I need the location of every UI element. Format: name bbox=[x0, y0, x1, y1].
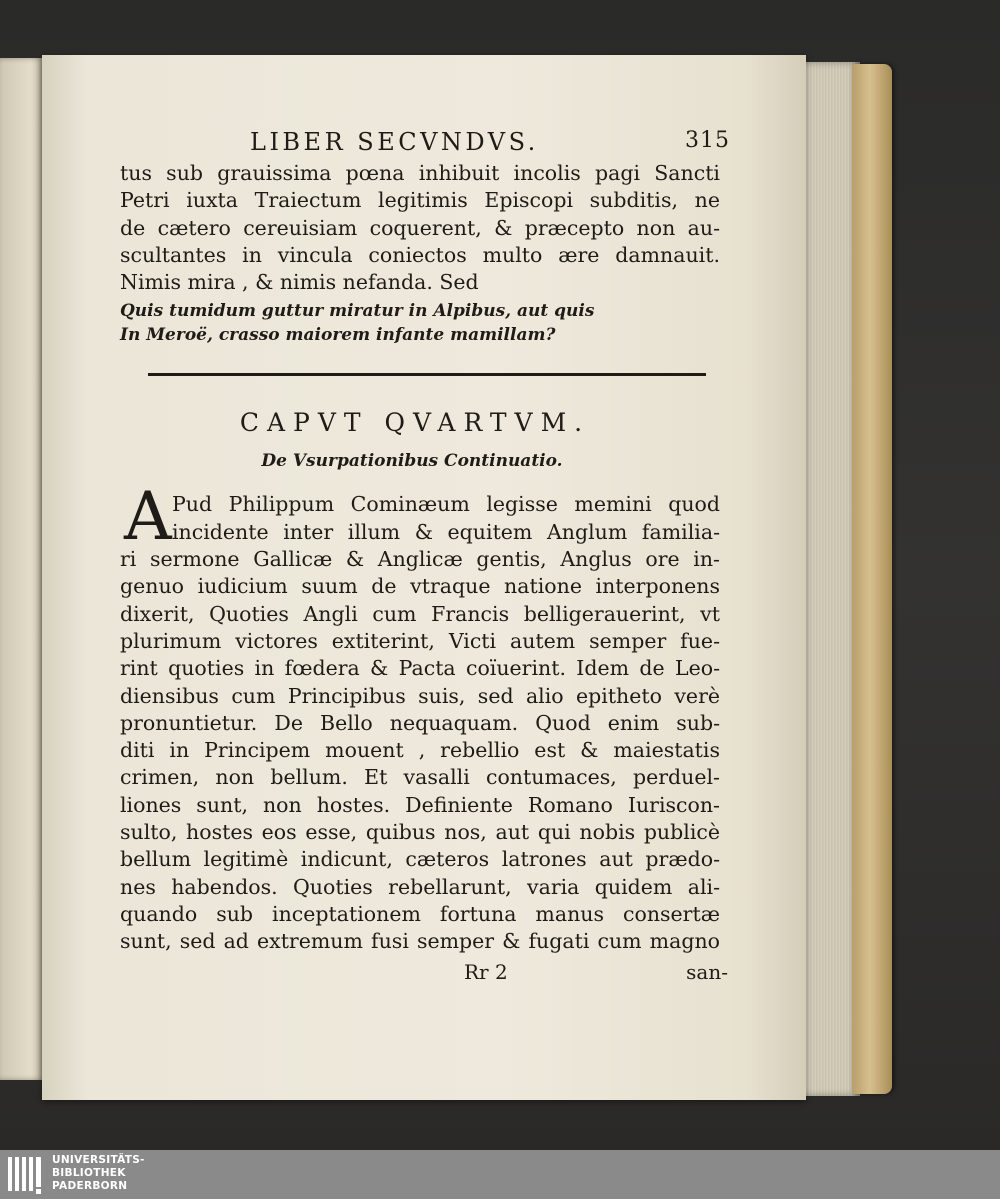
library-name-line: PADERBORN bbox=[52, 1180, 128, 1192]
page-text bbox=[120, 128, 730, 990]
left-page-edge bbox=[0, 58, 44, 1080]
chapter-subtitle: De Vsurpationibus Continuatio. bbox=[261, 451, 563, 472]
text-line: dixerit, Quoties Angli cum Francis belligerauerint, vt bbox=[120, 601, 720, 626]
drop-cap: A bbox=[124, 478, 172, 556]
text-line: ri sermone Gallicæ & Anglicæ gentis, Anglus ore in- bbox=[120, 547, 720, 572]
running-head: LIBER SECVNDVS. bbox=[250, 128, 539, 156]
library-name-line: BIBLIOTHEK bbox=[52, 1167, 126, 1179]
text-line: diti in Principem mouent , rebellio est & maiestatis bbox=[120, 738, 720, 763]
text-line: pronuntietur. De Bello nequaquam. Quod enim sub- bbox=[120, 710, 720, 735]
verse-quote bbox=[120, 299, 720, 347]
text-line: sunt, sed ad extremum fusi semper & fugati cum magno bbox=[120, 929, 720, 954]
text-line: genuo iudicium suum de vtraque natione interponens bbox=[120, 574, 720, 599]
text-line: incidente inter illum & equitem Anglum familia- bbox=[172, 519, 720, 544]
book-cover-edge bbox=[852, 64, 892, 1094]
main-paragraph bbox=[120, 478, 720, 955]
library-name bbox=[52, 1154, 145, 1193]
page-edges bbox=[798, 62, 860, 1096]
text-line: tus sub grauissima pœna inhibuit incolis pagi Sancti bbox=[120, 161, 720, 185]
text-line: Petri iuxta Traiectum legitimis Episcopi subditis, ne bbox=[120, 188, 720, 213]
chapter-title: CAPVT QVARTVM. bbox=[239, 408, 591, 438]
text-line: Nimis mira , & nimis nefanda. Sed bbox=[120, 270, 479, 295]
page-footer bbox=[120, 959, 728, 990]
library-name-line: UNIVERSITÄTS- bbox=[52, 1154, 145, 1166]
library-logo-icon bbox=[6, 1153, 46, 1195]
text-line: de cætero cereuisiam coquerent, & præcepto non au- bbox=[120, 215, 720, 240]
text-line: rint quoties in fœdera & Pacta coïuerint. Idem de Leo- bbox=[120, 656, 720, 681]
page-number: 315 bbox=[685, 128, 730, 153]
text-line: plurimum victores extiterint, Victi autem semper fue- bbox=[120, 628, 720, 653]
signature-mark: Rr 2 bbox=[464, 959, 508, 984]
page-header bbox=[120, 128, 730, 160]
text-line: quando sub inceptationem fortuna manus consertæ bbox=[120, 901, 720, 926]
top-paragraph bbox=[120, 160, 720, 296]
text-line: bellum legitimè indicunt, cæteros latrones aut prædo- bbox=[120, 847, 720, 872]
text-line: Pud Philippum Cominæum legisse memini quod bbox=[172, 492, 720, 517]
text-line: crimen, non bellum. Et vasalli contumaces, perduel- bbox=[120, 765, 720, 790]
text-line: scultantes in vincula coniectos multo ære damnauit. bbox=[120, 242, 720, 267]
verse-line: Quis tumidum guttur miratur in Alpibus, aut quis bbox=[120, 301, 595, 322]
divider-rule bbox=[148, 373, 706, 376]
catchword: san- bbox=[686, 959, 728, 984]
text-line: liones sunt, non hostes. Definiente Romano Iuriscon- bbox=[120, 792, 720, 817]
text-line: sulto, hostes eos esse, quibus nos, aut qui nobis publicè bbox=[120, 820, 720, 845]
library-banner bbox=[0, 1150, 1000, 1199]
text-line: diensibus cum Principibus suis, sed alio epitheto verè bbox=[120, 683, 720, 708]
text-line: nes habendos. Quoties rebellarunt, varia quidem ali- bbox=[120, 874, 720, 899]
verse-line: In Meroë, crasso maiorem infante mamillam? bbox=[120, 325, 556, 346]
